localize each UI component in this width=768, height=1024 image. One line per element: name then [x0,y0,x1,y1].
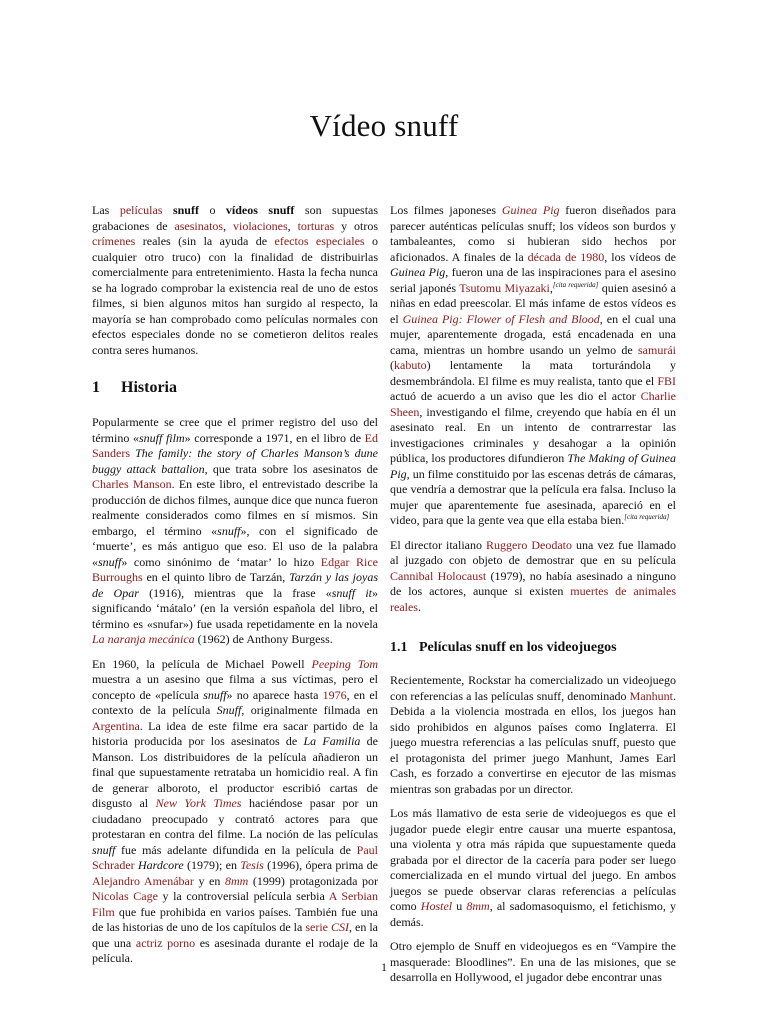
link-argentina[interactable]: Argentina [92,718,140,733]
link-alejandro-amenabar[interactable]: Alejandro Amenábar [92,873,194,888]
link-flower-of-flesh-and-blood[interactable]: Guinea Pig: Flower of Flesh and Blood [402,311,600,326]
deodato-paragraph: El director italiano Ruggero Deodato una vez fue llamado al juzgado con objeto de demostrar que en su película Cannibal Holocaust (1979), no había asesinado a ninguno de los actores, aunque si existen muertes de animales reales. [390,537,676,614]
page-title: Vídeo snuff [309,108,459,143]
link-charles-manson[interactable]: Charles Manson [92,477,172,491]
right-column [390,203,676,995]
link-torturas[interactable]: torturas [297,218,335,233]
link-muertes-de-animales-reales[interactable]: muertes de animales reales [390,584,676,614]
historia-paragraph-1: Popularmente se cree que el primer registro del uso del término «snuff film» corresponde a 1971, en el libro de Ed Sanders The family: the story of Charles Manson’s dune buggy attack battalion, que trata sobre los asesinatos de Charles Manson. En este libro, el entrevistado describe la producción de dichos filmes, aunque dice que nunca fueron realmente considerados como filmes en sí mismos. Sin embargo, el término «snuff», con el significado de ‘muerte’, es más antiguo que eso. El uso de la palabra «snuff» como sinónimo de ‘matar’ lo hizo Edgar Rice Burroughs en el quinto libro de Tarzán, Tarzán y las joyas de Opar (1916), mientras que la frase «snuff it» significando ‘mátalo’ (en la versión española del libro, el término es «snufar») fue usada repetidamente en la novela La naranja mecánica (1962) de Anthony Burgess. [92,415,379,646]
link-serie-csi[interactable]: serie CSI [305,920,349,934]
link-manhunt[interactable]: Manhunt [629,688,673,703]
videojuegos-paragraph-1: Recientemente, Rockstar ha comercializado un videojuego con referencias a las películas snuff, denominado Manhunt. Debida a la violencia mostrada en ellos, los juegos han sido prohibidos en algunos países como Inglaterra. El juego muestra referencias a las películas snuff, puesto que el protagonista del primer juego Manhunt, James Earl Cash, es forzado a convertirse en ejecutor de las mismas mientras son grabadas por un director. [390,673,676,796]
link-new-york-times[interactable]: New York Times [155,796,242,810]
page-number: 1 [381,960,387,974]
link-paul-schrader[interactable]: Paul Schrader [92,842,378,872]
intro-paragraph: Las películas snuff o vídeos snuff son supuestas grabaciones de asesinatos, violaciones, torturas y otros crímenes reales (sin la ayuda de efectos especiales o cualquier otro truco) con la finalidad de distribuirlas comercialmente para entretenimiento. Hasta la fecha nunca se ha logrado comprobar la existencia real de uno de estos filmes, si bien algunos mitos han surgido al respecto, la mayoría se han comprobado como películas normales con efectos especiales donde no se cometieron delitos reales contra seres humanos. [92,203,379,357]
link-guinea-pig[interactable]: Guinea Pig [501,203,560,217]
link-8mm[interactable]: 8mm [224,873,249,888]
videojuegos-paragraph-2: Los más llamativo de esta serie de videojuegos es que el jugador puede elegir entre causar una muerte espantosa, una violenta y otra más rápida que supuestamente queda grabada por el director de la cacería para poder ser luego comercializada en el mundo virtual del juego. En ambos juegos se puede observar claras referencias a películas como Hostel u 8mm, al sadomasoquismo, el fetichismo, y demás. [390,806,676,929]
historia-paragraph-2: En 1960, la película de Michael Powell Peeping Tom muestra a un asesino que filma a sus víctimas, pero el concepto de «película snuff» no aparece hasta 1976, en el contexto de la película Snuff, originalmente filmada en Argentina. La idea de este filme era sacar partido de la historia producida por los asesinatos de La Familia de Manson. Los distribuidores de la película añadieron un final que supuestamente retrataba un homicidio real. A fin de generar alboroto, el productor escribió cartas de disgusto al New York Times haciéndose pasar por un ciudadano preocupado y contrató actores para que protestaran en contra del filme. La noción de las películas snuff fue más adelante difundida en la película de Paul Schrader Hardcore (1979); en Tesis (1996), ópera prima de Alejandro Amenábar y en 8mm (1999) protagonizada por Nicolas Cage y la controversial película serbia A Serbian Film que fue prohibida en varios países. También fue una de las historias de uno de los capítulos de la serie CSI, en la que una actriz porno es asesinada durante el rodaje de la película. [92,656,379,965]
link-crimenes[interactable]: crímenes [92,234,136,248]
link-8mm-2[interactable]: 8mm [466,899,490,913]
link-tesis[interactable]: Tesis [240,858,264,872]
section-heading-historia: 1 Historia [92,379,177,396]
subsection-heading-videojuegos: 1.1 Películas snuff en los videojuegos [390,640,617,655]
link-ruggero-deodato[interactable]: Ruggero Deodato [486,537,572,552]
citation-needed[interactable]: [cita requerida] [552,280,599,289]
guinea-pig-paragraph: Los filmes japoneses Guinea Pig fueron diseñados para parecer auténticas películas snuff; los vídeos son burdos y tambaleantes, como si hubieran sido hechos por aficionados. A finales de la década de 1980, los vídeos de Guinea Pig, fueron una de las inspiraciones para el asesino serial japonés Tsutomu Miyazaki,[cita requerida] quien asesinó a niñas en edad preescolar. El más infame de estos vídeos es el Guinea Pig: Flower of Flesh and Blood, en el cual una mujer, aparentemente drogada, está encadenada en una cama, mientras un hombre usando un yelmo de samurái (kabuto) lentamente la mata torturándola y desmembrándola. El filme es muy realista, tanto que el FBI actuó de acuerdo a un aviso que les dio el actor Charlie Sheen, investigando el filme, creyendo que había en él un asesinato real. En un intento de contrarrestar las investigaciones criminales y desahogar a la opinión pública, los productores difundieron The Making of Guinea Pig, un filme constituido por las escenas detrás de cámaras, que vendría a demostrar que la película era falsa. Incluso la mujer que aparentemente fue asesinada, apareció en el video, para que la gente vea que ella estaba bien.[cita requerida] [390,203,676,527]
link-efectos-especiales[interactable]: efectos especiales [274,234,365,248]
link-decada-1980[interactable]: década de 1980 [527,249,605,264]
link-nicolas-cage[interactable]: Nicolas Cage [92,889,158,903]
videojuegos-paragraph-3: Otro ejemplo de Snuff en videojuegos es en “Vampire the masquerade: Bloodlines”. En una de las misiones, que se desarrolla en Hollywood, el jugador debe encontrar unas [390,939,676,984]
link-samurai[interactable]: samurái [638,342,676,357]
link-peeping-tom[interactable]: Peeping Tom [311,656,378,671]
link-a-serbian-film[interactable]: A Serbian Film [92,889,378,919]
link-violaciones[interactable]: violaciones [233,218,288,233]
link-la-naranja-mecanica[interactable]: La naranja mecánica [92,632,195,646]
link-charlie-sheen[interactable]: Charlie Sheen [390,389,676,419]
link-peliculas[interactable]: películas [119,203,163,217]
link-tsutomu-miyazaki[interactable]: Tsutomu Miyazaki [459,280,550,295]
link-ed-sanders[interactable]: Ed Sanders [92,430,378,460]
link-edgar-rice-burroughs[interactable]: Edgar Rice Burroughs [92,554,378,584]
link-fbi[interactable]: FBI [657,373,676,388]
citation-needed[interactable]: [cita requerida] [624,513,670,521]
left-column [92,203,378,976]
link-actriz-porno[interactable]: actriz porno [135,935,196,950]
link-cannibal-holocaust[interactable]: Cannibal Holocaust [390,568,487,583]
link-hostel[interactable]: Hostel [420,899,453,913]
link-1976[interactable]: 1976 [322,687,347,702]
link-kabuto[interactable]: kabuto [394,358,427,372]
link-asesinatos[interactable]: asesinatos [174,218,224,233]
